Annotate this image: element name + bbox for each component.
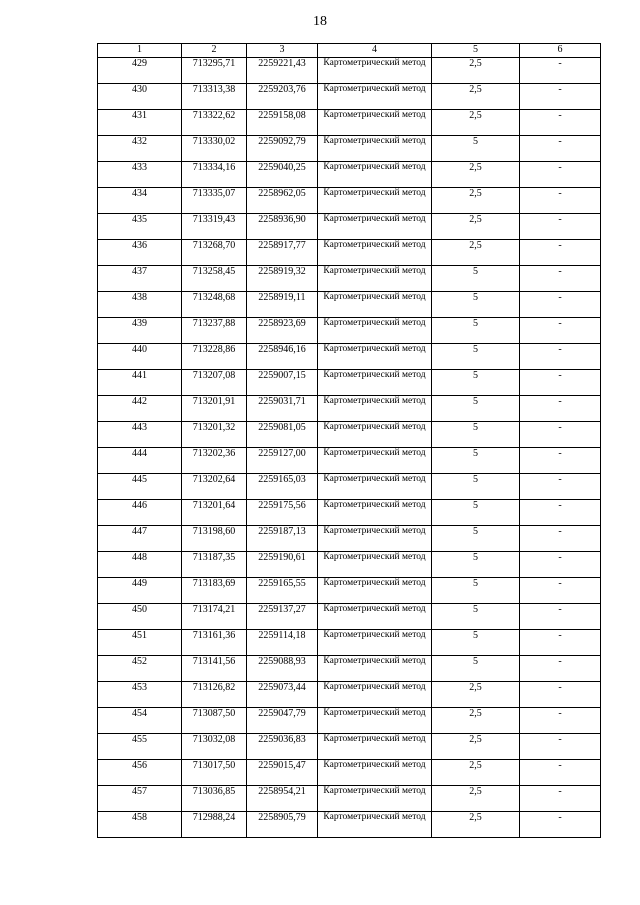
table-row [98,370,601,396]
point-number-cell: 455 [98,734,182,760]
accuracy-cell: 2,5 [432,812,520,838]
note-cell: - [520,84,601,110]
method-cell: Картометрический метод [318,110,432,136]
x-coordinate-cell: 713295,71 [182,58,247,84]
table-row [98,500,601,526]
point-number-cell: 447 [98,526,182,552]
accuracy-cell: 5 [432,656,520,682]
x-coordinate-cell: 713087,50 [182,708,247,734]
y-coordinate-cell: 2259036,83 [247,734,318,760]
method-cell: Картометрический метод [318,578,432,604]
method-cell: Картометрический метод [318,136,432,162]
table-row [98,734,601,760]
table-row [98,526,601,552]
note-cell: - [520,162,601,188]
column-header: 4 [318,44,432,58]
table-row [98,786,601,812]
table-row [98,682,601,708]
table-row [98,656,601,682]
y-coordinate-cell: 2258923,69 [247,318,318,344]
accuracy-cell: 5 [432,292,520,318]
accuracy-cell: 2,5 [432,214,520,240]
x-coordinate-cell: 713268,70 [182,240,247,266]
accuracy-cell: 5 [432,578,520,604]
x-coordinate-cell: 713198,60 [182,526,247,552]
note-cell: - [520,214,601,240]
method-cell: Картометрический метод [318,500,432,526]
note-cell: - [520,812,601,838]
note-cell: - [520,188,601,214]
method-cell: Картометрический метод [318,656,432,682]
y-coordinate-cell: 2259165,55 [247,578,318,604]
accuracy-cell: 2,5 [432,240,520,266]
x-coordinate-cell: 713174,21 [182,604,247,630]
point-number-cell: 432 [98,136,182,162]
accuracy-cell: 2,5 [432,786,520,812]
accuracy-cell: 5 [432,552,520,578]
accuracy-cell: 5 [432,630,520,656]
accuracy-cell: 5 [432,604,520,630]
note-cell: - [520,630,601,656]
accuracy-cell: 5 [432,370,520,396]
x-coordinate-cell: 713032,08 [182,734,247,760]
method-cell: Картометрический метод [318,474,432,500]
y-coordinate-cell: 2259137,27 [247,604,318,630]
table-row [98,422,601,448]
x-coordinate-cell: 713258,45 [182,266,247,292]
point-number-cell: 457 [98,786,182,812]
table-row [98,448,601,474]
method-cell: Картометрический метод [318,422,432,448]
accuracy-cell: 5 [432,266,520,292]
y-coordinate-cell: 2258919,11 [247,292,318,318]
note-cell: - [520,682,601,708]
x-coordinate-cell: 713330,02 [182,136,247,162]
point-number-cell: 429 [98,58,182,84]
table-row [98,110,601,136]
x-coordinate-cell: 713187,35 [182,552,247,578]
method-cell: Картометрический метод [318,396,432,422]
method-cell: Картометрический метод [318,214,432,240]
point-number-cell: 433 [98,162,182,188]
note-cell: - [520,604,601,630]
column-header: 3 [247,44,318,58]
y-coordinate-cell: 2258946,16 [247,344,318,370]
table-row [98,266,601,292]
table-header-row [98,44,601,58]
point-number-cell: 441 [98,370,182,396]
x-coordinate-cell: 713237,88 [182,318,247,344]
table-row [98,396,601,422]
point-number-cell: 434 [98,188,182,214]
note-cell: - [520,786,601,812]
x-coordinate-cell: 713201,64 [182,500,247,526]
y-coordinate-cell: 2258919,32 [247,266,318,292]
method-cell: Картометрический метод [318,708,432,734]
note-cell: - [520,370,601,396]
y-coordinate-cell: 2259187,13 [247,526,318,552]
point-number-cell: 437 [98,266,182,292]
y-coordinate-cell: 2259165,03 [247,474,318,500]
point-number-cell: 446 [98,500,182,526]
table-row [98,136,601,162]
x-coordinate-cell: 713201,91 [182,396,247,422]
y-coordinate-cell: 2258905,79 [247,812,318,838]
point-number-cell: 442 [98,396,182,422]
accuracy-cell: 2,5 [432,734,520,760]
y-coordinate-cell: 2259073,44 [247,682,318,708]
method-cell: Картометрический метод [318,682,432,708]
method-cell: Картометрический метод [318,812,432,838]
point-number-cell: 440 [98,344,182,370]
method-cell: Картометрический метод [318,734,432,760]
note-cell: - [520,136,601,162]
y-coordinate-cell: 2259031,71 [247,396,318,422]
accuracy-cell: 5 [432,136,520,162]
x-coordinate-cell: 713183,69 [182,578,247,604]
x-coordinate-cell: 713017,50 [182,760,247,786]
x-coordinate-cell: 713201,32 [182,422,247,448]
method-cell: Картометрический метод [318,84,432,110]
coordinates-table [97,43,601,838]
table-row [98,474,601,500]
note-cell: - [520,526,601,552]
note-cell: - [520,760,601,786]
note-cell: - [520,578,601,604]
table-row [98,292,601,318]
x-coordinate-cell: 713141,56 [182,656,247,682]
table-row [98,604,601,630]
y-coordinate-cell: 2259190,61 [247,552,318,578]
point-number-cell: 430 [98,84,182,110]
x-coordinate-cell: 713228,86 [182,344,247,370]
method-cell: Картометрический метод [318,760,432,786]
note-cell: - [520,552,601,578]
y-coordinate-cell: 2259088,93 [247,656,318,682]
x-coordinate-cell: 713207,08 [182,370,247,396]
accuracy-cell: 2,5 [432,110,520,136]
y-coordinate-cell: 2259015,47 [247,760,318,786]
note-cell: - [520,318,601,344]
method-cell: Картометрический метод [318,344,432,370]
page-number: 18 [313,14,327,29]
accuracy-cell: 5 [432,448,520,474]
accuracy-cell: 5 [432,396,520,422]
column-header: 1 [98,44,182,58]
y-coordinate-cell: 2259114,18 [247,630,318,656]
y-coordinate-cell: 2259092,79 [247,136,318,162]
x-coordinate-cell: 713202,64 [182,474,247,500]
accuracy-cell: 5 [432,318,520,344]
method-cell: Картометрический метод [318,58,432,84]
y-coordinate-cell: 2259040,25 [247,162,318,188]
point-number-cell: 454 [98,708,182,734]
method-cell: Картометрический метод [318,786,432,812]
point-number-cell: 435 [98,214,182,240]
note-cell: - [520,708,601,734]
point-number-cell: 453 [98,682,182,708]
y-coordinate-cell: 2259158,08 [247,110,318,136]
method-cell: Картометрический метод [318,630,432,656]
accuracy-cell: 5 [432,344,520,370]
point-number-cell: 448 [98,552,182,578]
table-row [98,214,601,240]
y-coordinate-cell: 2259175,56 [247,500,318,526]
accuracy-cell: 2,5 [432,708,520,734]
table-row [98,162,601,188]
accuracy-cell: 2,5 [432,188,520,214]
x-coordinate-cell: 713319,43 [182,214,247,240]
point-number-cell: 443 [98,422,182,448]
note-cell: - [520,110,601,136]
note-cell: - [520,734,601,760]
y-coordinate-cell: 2259007,15 [247,370,318,396]
y-coordinate-cell: 2259081,05 [247,422,318,448]
point-number-cell: 444 [98,448,182,474]
accuracy-cell: 2,5 [432,84,520,110]
y-coordinate-cell: 2259047,79 [247,708,318,734]
table-row [98,578,601,604]
y-coordinate-cell: 2259127,00 [247,448,318,474]
point-number-cell: 445 [98,474,182,500]
note-cell: - [520,266,601,292]
accuracy-cell: 5 [432,526,520,552]
note-cell: - [520,292,601,318]
x-coordinate-cell: 713248,68 [182,292,247,318]
accuracy-cell: 2,5 [432,682,520,708]
point-number-cell: 439 [98,318,182,344]
x-coordinate-cell: 713036,85 [182,786,247,812]
accuracy-cell: 2,5 [432,760,520,786]
point-number-cell: 456 [98,760,182,786]
method-cell: Картометрический метод [318,448,432,474]
point-number-cell: 438 [98,292,182,318]
accuracy-cell: 2,5 [432,58,520,84]
table-row [98,760,601,786]
x-coordinate-cell: 713334,16 [182,162,247,188]
method-cell: Картометрический метод [318,188,432,214]
method-cell: Картометрический метод [318,370,432,396]
method-cell: Картометрический метод [318,318,432,344]
method-cell: Картометрический метод [318,292,432,318]
x-coordinate-cell: 713335,07 [182,188,247,214]
point-number-cell: 452 [98,656,182,682]
x-coordinate-cell: 713322,62 [182,110,247,136]
point-number-cell: 431 [98,110,182,136]
table-row [98,630,601,656]
accuracy-cell: 5 [432,474,520,500]
x-coordinate-cell: 713126,82 [182,682,247,708]
table-body [98,58,601,838]
note-cell: - [520,240,601,266]
point-number-cell: 450 [98,604,182,630]
note-cell: - [520,448,601,474]
table-row [98,240,601,266]
note-cell: - [520,396,601,422]
accuracy-cell: 2,5 [432,162,520,188]
y-coordinate-cell: 2258954,21 [247,786,318,812]
accuracy-cell: 5 [432,422,520,448]
note-cell: - [520,422,601,448]
y-coordinate-cell: 2258917,77 [247,240,318,266]
y-coordinate-cell: 2258936,90 [247,214,318,240]
note-cell: - [520,500,601,526]
point-number-cell: 458 [98,812,182,838]
table-row [98,188,601,214]
table-row [98,84,601,110]
method-cell: Картометрический метод [318,552,432,578]
y-coordinate-cell: 2259221,43 [247,58,318,84]
table-row [98,552,601,578]
method-cell: Картометрический метод [318,240,432,266]
x-coordinate-cell: 712988,24 [182,812,247,838]
point-number-cell: 451 [98,630,182,656]
point-number-cell: 436 [98,240,182,266]
table-row [98,58,601,84]
column-header: 6 [520,44,601,58]
table-row [98,318,601,344]
accuracy-cell: 5 [432,500,520,526]
column-header: 5 [432,44,520,58]
note-cell: - [520,58,601,84]
y-coordinate-cell: 2259203,76 [247,84,318,110]
method-cell: Картометрический метод [318,604,432,630]
note-cell: - [520,656,601,682]
column-header: 2 [182,44,247,58]
x-coordinate-cell: 713161,36 [182,630,247,656]
method-cell: Картометрический метод [318,162,432,188]
table-row [98,812,601,838]
table-row [98,708,601,734]
y-coordinate-cell: 2258962,05 [247,188,318,214]
table-row [98,344,601,370]
method-cell: Картометрический метод [318,526,432,552]
x-coordinate-cell: 713313,38 [182,84,247,110]
note-cell: - [520,474,601,500]
point-number-cell: 449 [98,578,182,604]
method-cell: Картометрический метод [318,266,432,292]
x-coordinate-cell: 713202,36 [182,448,247,474]
note-cell: - [520,344,601,370]
